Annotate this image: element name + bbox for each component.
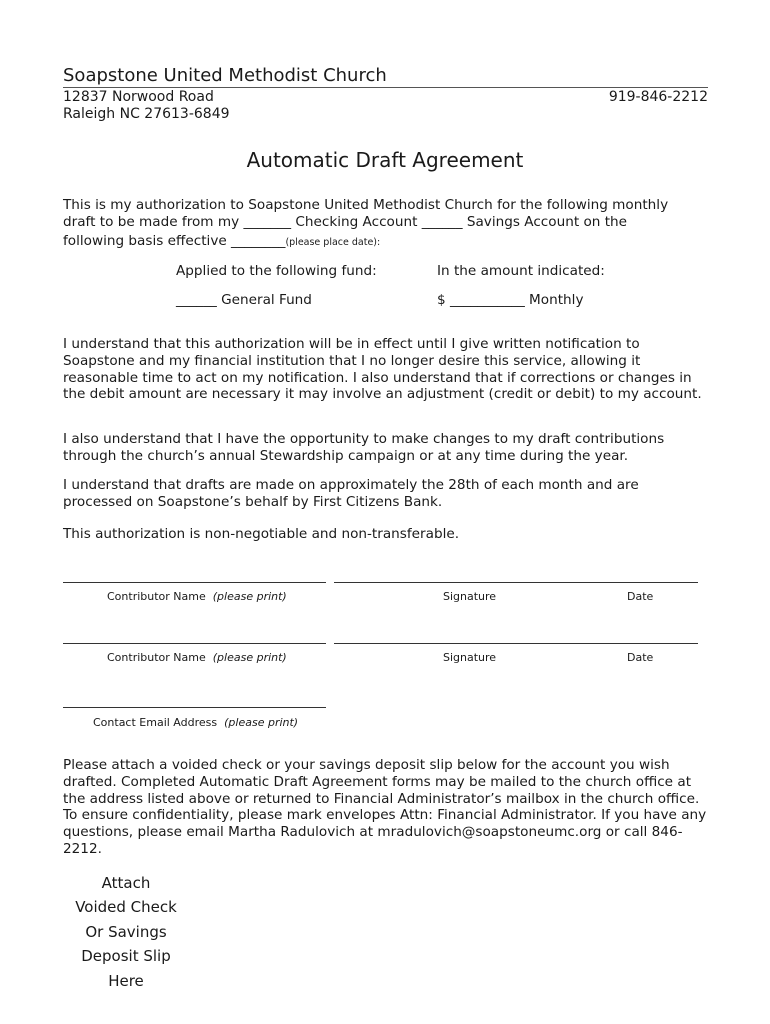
paragraph-non-transferable: This authorization is non-negotiable and non-transferable. (63, 526, 460, 542)
signature-caption: Signature (443, 590, 497, 603)
contributor-name-label: Contributor Name (107, 590, 206, 603)
fund-label: Applied to the following fund: (176, 263, 377, 279)
date-caption: Date (627, 590, 654, 603)
contact-email-label: Contact Email Address (93, 716, 218, 729)
paragraph-draft-timing: I understand that drafts are made on approximately the 28th of each month and are processed on Soapstone’s behalf by First Citizens Bank. (63, 477, 639, 510)
date-hint: (please place date): (285, 237, 381, 248)
signature-caption: Signature (443, 651, 497, 664)
attach-line: Here (108, 971, 144, 990)
organization-name: Soapstone United Methodist Church (63, 65, 387, 86)
paragraph-notification: I understand that this authorization will be in effect until I give written notification to Soapstone and my financial institution that I no longer desire this service, allowing it reasonable time to act on my notification. I also understand that if corrections or changes in the debit amount are necessary it may involve an adjustment (credit or debit) to my account. (63, 336, 702, 403)
document-title: Automatic Draft Agreement (246, 148, 524, 172)
contributor-name-caption (107, 590, 287, 603)
phone-number: 919-846-2212 (608, 89, 708, 105)
contributor-name-line (63, 643, 326, 644)
paragraph-changes: I also understand that I have the opportunity to make changes to my draft contributions through the church’s annual Stewardship campaign or at any time during the year. (63, 431, 665, 464)
please-print-hint: (please print) (224, 716, 299, 729)
please-print-hint: (please print) (212, 651, 287, 664)
attach-line: Deposit Slip (81, 947, 171, 966)
effective-date-blank: following basis effective ________ (63, 233, 286, 249)
authorization-line-1: This is my authorization to Soapstone United Methodist Church for the following monthly (63, 197, 669, 213)
signature-date-line (334, 643, 698, 644)
monthly-amount-line: $ ___________ Monthly (437, 292, 584, 308)
contact-email-caption (93, 716, 298, 729)
contact-email-line (63, 707, 326, 708)
contributor-name-label: Contributor Name (107, 651, 206, 664)
authorization-line-3 (63, 230, 380, 249)
address-line-2: Raleigh NC 27613-6849 (63, 106, 230, 122)
attach-line: Or Savings (85, 922, 167, 941)
attach-line: Voided Check (75, 898, 177, 917)
contributor-name-caption (107, 651, 287, 664)
please-print-hint: (please print) (212, 590, 287, 603)
attach-line: Attach (101, 874, 151, 892)
header-divider (63, 87, 708, 88)
address-line-1: 12837 Norwood Road (63, 89, 214, 105)
closing-instructions: Please attach a voided check or your savings deposit slip below for the account you wish drafted. Completed Automatic Draft Agreement forms may be mailed to the church office at the address listed above or returned to Financial Administrator’s mailbox in the church office. To ensure confidentiality, please mark envelopes Attn: Financial Administrator. If you have any questions, please email Martha Radulovich at mradulovich@soapstoneumc.org or call 846-2212. (63, 757, 707, 857)
date-caption: Date (627, 651, 654, 664)
contributor-name-line (63, 582, 326, 583)
authorization-line-2: draft to be made from my _______ Checking Account ______ Savings Account on the (63, 214, 628, 230)
general-fund-line: ______ General Fund (176, 292, 312, 308)
amount-label: In the amount indicated: (437, 263, 605, 279)
signature-date-line (334, 582, 698, 583)
attach-check-area (66, 871, 186, 993)
